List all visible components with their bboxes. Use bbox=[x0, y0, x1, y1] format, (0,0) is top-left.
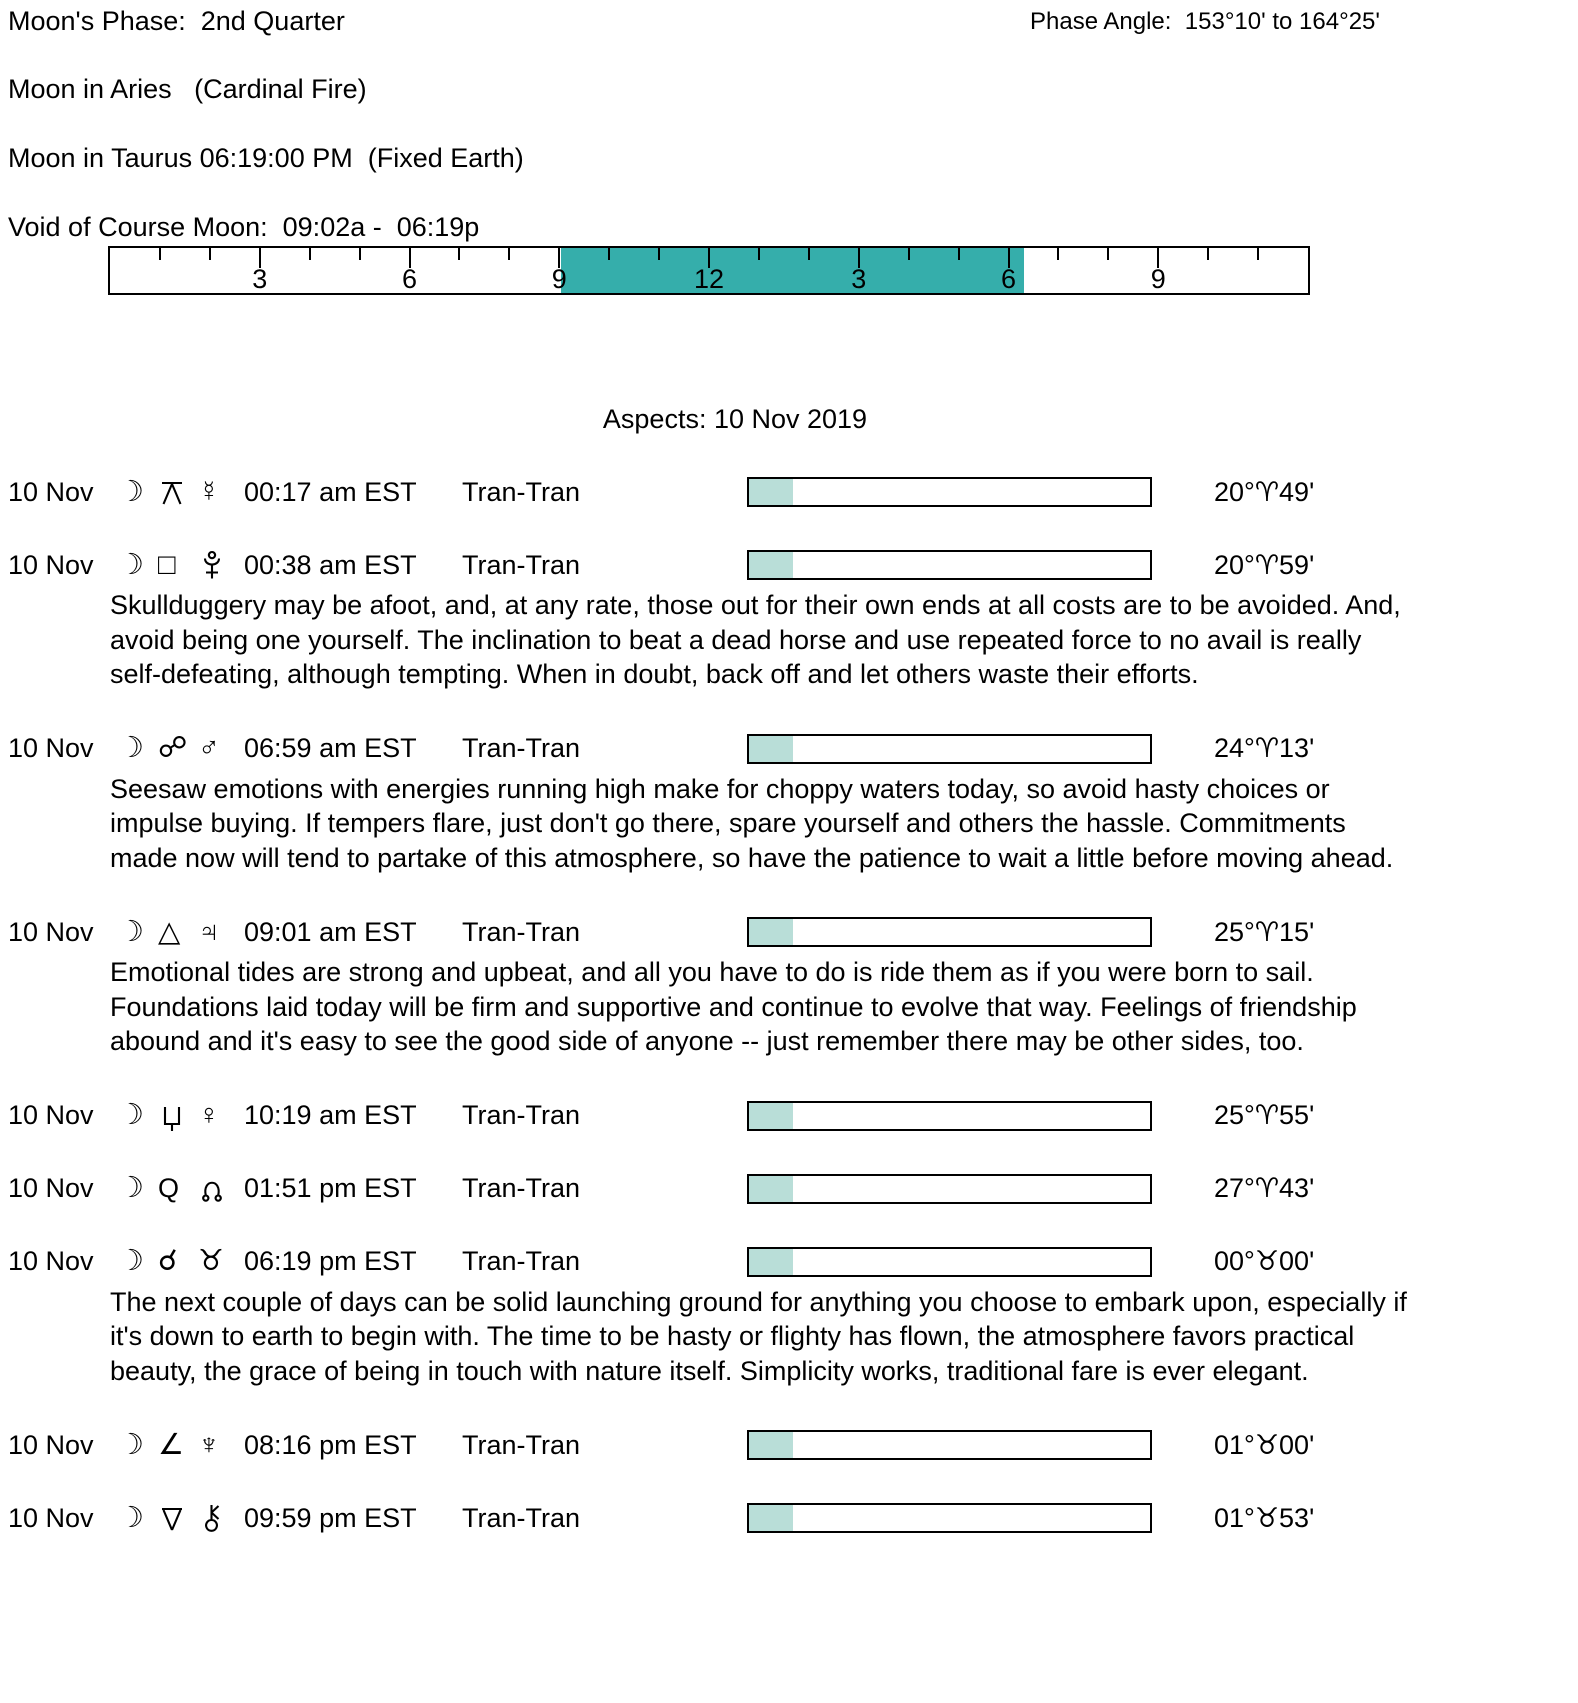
aspect-date: 10 Nov bbox=[8, 916, 94, 947]
jupiter-icon: ♃ bbox=[198, 915, 220, 948]
hour-tick bbox=[608, 248, 610, 260]
hour-tick bbox=[1207, 248, 1209, 260]
aspect-degree: 27°♈43' bbox=[1214, 1173, 1315, 1203]
aspect-time: 09:01 am EST bbox=[244, 916, 417, 947]
hour-tick bbox=[359, 248, 361, 260]
orb-progress-fill bbox=[749, 1176, 793, 1202]
moon-icon: ☽ bbox=[118, 1099, 144, 1131]
aspect-row bbox=[0, 1173, 1578, 1205]
aspect-date: 10 Nov bbox=[8, 733, 94, 763]
hour-tick bbox=[808, 248, 810, 260]
void-of-course-line: Void of Course Moon: 09:02a - 06:19p bbox=[8, 212, 480, 242]
moons-phase-line: Moon's Phase: 2nd Quarter bbox=[8, 6, 345, 36]
aspect-time: 06:59 am EST bbox=[244, 733, 417, 763]
orb-progress-bar bbox=[747, 1174, 1152, 1204]
hour-label: 9 bbox=[551, 264, 567, 294]
semisquare-icon: ∠ bbox=[158, 1428, 184, 1461]
orb-progress-fill bbox=[749, 1103, 793, 1129]
hour-tick bbox=[458, 248, 460, 260]
orb-progress-fill bbox=[749, 919, 793, 945]
aspect-row bbox=[0, 476, 1578, 508]
aspect-row bbox=[0, 1246, 1578, 1278]
orb-progress-fill bbox=[749, 552, 793, 578]
hour-tick bbox=[508, 248, 510, 260]
orb-progress-bar bbox=[747, 1247, 1152, 1277]
aspect-type: Tran-Tran bbox=[462, 1100, 581, 1130]
hour-tick bbox=[908, 248, 910, 260]
aspect-degree: 25°♈55' bbox=[1214, 1100, 1315, 1130]
aspect-type: Tran-Tran bbox=[462, 549, 581, 580]
hour-tick bbox=[1257, 248, 1259, 260]
chiron-icon bbox=[198, 1501, 244, 1535]
hour-label: 3 bbox=[252, 264, 268, 294]
trine-icon: △ bbox=[158, 915, 181, 948]
aspect-type: Tran-Tran bbox=[462, 1246, 581, 1276]
moon-icon: ☽ bbox=[118, 475, 144, 508]
hour-tick bbox=[758, 248, 760, 260]
orb-progress-bar bbox=[747, 477, 1152, 507]
conjunction-icon: ☌ bbox=[158, 1245, 178, 1277]
aspect-date: 10 Nov bbox=[8, 1429, 94, 1460]
aspect-type: Tran-Tran bbox=[462, 1502, 581, 1533]
aspect-time: 06:19 pm EST bbox=[244, 1246, 417, 1276]
aspect-date: 10 Nov bbox=[8, 1502, 94, 1533]
venus-icon: ♀ bbox=[198, 1099, 220, 1131]
quintile-icon: Q bbox=[158, 1173, 180, 1203]
aspect-row bbox=[0, 1100, 1578, 1132]
orb-progress-bar bbox=[747, 917, 1152, 947]
quincunx-icon bbox=[158, 475, 198, 509]
aspect-degree: 01°♉53' bbox=[1214, 1502, 1315, 1533]
aspect-time: 09:59 pm EST bbox=[244, 1502, 417, 1533]
hour-tick bbox=[309, 248, 311, 260]
aspect-time: 08:16 pm EST bbox=[244, 1429, 417, 1460]
aspect-date: 10 Nov bbox=[8, 476, 94, 507]
aspect-type: Tran-Tran bbox=[462, 476, 581, 507]
moon-icon: ☽ bbox=[118, 1245, 144, 1277]
aspects-title: Aspects: 10 Nov 2019 bbox=[602, 404, 868, 434]
orb-progress-fill bbox=[749, 479, 793, 505]
hour-tick bbox=[1107, 248, 1109, 260]
hour-tick bbox=[209, 248, 211, 260]
hour-tick bbox=[159, 248, 161, 260]
hour-label: 6 bbox=[401, 264, 418, 294]
neptune-icon: ♆ bbox=[198, 1428, 220, 1461]
aspects-list bbox=[0, 476, 1578, 1534]
aspect-degree: 01°♉00' bbox=[1214, 1429, 1315, 1460]
moon-icon: ☽ bbox=[118, 732, 144, 764]
aspect-row bbox=[0, 1502, 1578, 1534]
void-moon-24h-ruler bbox=[108, 246, 1310, 295]
aspect-degree: 00°♉00' bbox=[1214, 1246, 1315, 1276]
orb-progress-bar bbox=[747, 1503, 1152, 1533]
aspect-date: 10 Nov bbox=[8, 1246, 94, 1276]
aspect-time: 10:19 am EST bbox=[244, 1100, 417, 1130]
orb-progress-bar bbox=[747, 550, 1152, 580]
hour-tick bbox=[1057, 248, 1059, 260]
aspect-degree: 24°♈13' bbox=[1214, 733, 1315, 763]
aspect-type: Tran-Tran bbox=[462, 733, 581, 763]
aspect-date: 10 Nov bbox=[8, 1100, 94, 1130]
taurus-icon: ♉ bbox=[198, 1245, 224, 1277]
aspect-time: 01:51 pm EST bbox=[244, 1173, 417, 1203]
mars-icon: ♂ bbox=[198, 732, 220, 764]
moon-icon: ☽ bbox=[118, 1172, 144, 1204]
aspect-interpretation: Skullduggery may be afoot, and, at any rate, those out for their own ends at all costs are to be avoided. And, avoid being one yourself. The inclination to beat a dead horse and use repeated force to no avail is really self-defeating, although tempting. When in doubt, back off and let others waste their efforts. bbox=[110, 590, 1401, 689]
hour-label: 9 bbox=[1150, 264, 1166, 294]
hour-label: 6 bbox=[1000, 264, 1017, 294]
aspect-row bbox=[0, 916, 1578, 948]
phase-angle-line: Phase Angle: 153°10' to 164°25' bbox=[1030, 8, 1380, 35]
orb-progress-bar bbox=[747, 1101, 1152, 1131]
moon-icon: ☽ bbox=[118, 1428, 144, 1461]
square-icon: □ bbox=[158, 548, 176, 581]
moon-icon: ☽ bbox=[118, 1501, 144, 1534]
void-period-highlight bbox=[561, 248, 1024, 293]
aspect-degree: 20°♈59' bbox=[1214, 549, 1315, 580]
aspect-row bbox=[0, 549, 1578, 581]
aspect-date: 10 Nov bbox=[8, 1173, 94, 1203]
hour-tick bbox=[958, 248, 960, 260]
sesquiquadrate-icon bbox=[158, 1099, 198, 1133]
orb-progress-fill bbox=[749, 736, 793, 762]
moon-icon: ☽ bbox=[118, 548, 144, 581]
opposition-icon: ☍ bbox=[158, 732, 188, 764]
aspect-degree: 20°♈49' bbox=[1214, 476, 1315, 507]
aspect-date: 10 Nov bbox=[8, 549, 94, 580]
aspect-interpretation: Seesaw emotions with energies running high make for choppy waters today, so avoid hasty choices or impulse buying. If tempers flare, just don't go there, spare yourself and others the hassle. Commitments made now will tend to partake of this atmosphere, so have the patience to wait a little before moving ahead. bbox=[110, 773, 1394, 873]
aspect-row bbox=[0, 733, 1578, 765]
orb-progress-fill bbox=[749, 1249, 793, 1275]
moon-in-taurus-line: Moon in Taurus 06:19:00 PM (Fixed Earth) bbox=[8, 143, 524, 173]
aspect-type: Tran-Tran bbox=[462, 916, 581, 947]
moon-icon: ☽ bbox=[118, 915, 144, 948]
orb-progress-bar bbox=[747, 1430, 1152, 1460]
orb-progress-fill bbox=[749, 1432, 793, 1458]
hour-tick bbox=[658, 248, 660, 260]
aspect-time: 00:17 am EST bbox=[244, 476, 417, 507]
orb-progress-bar bbox=[747, 734, 1152, 764]
aspect-interpretation: The next couple of days can be solid launching ground for anything you choose to embark upon, especially if it's down to earth to begin with. The time to be hasty or flighty has flown, the atmosphere favors practical beauty, the grace of being in touch with nature itself. Simplicity works, traditional fare is ever elegant. bbox=[110, 1286, 1407, 1386]
aspects-section bbox=[0, 404, 1578, 1534]
aspect-row bbox=[0, 1429, 1578, 1461]
aspect-type: Tran-Tran bbox=[462, 1429, 581, 1460]
pluto-icon bbox=[198, 548, 244, 582]
hour-label: 3 bbox=[851, 264, 867, 294]
aspect-degree: 25°♈15' bbox=[1214, 916, 1315, 947]
moon-in-aries-line: Moon in Aries (Cardinal Fire) bbox=[8, 74, 367, 104]
aspect-time: 00:38 am EST bbox=[244, 549, 417, 580]
aspect-type: Tran-Tran bbox=[462, 1173, 581, 1203]
mercury-icon: ☿ bbox=[198, 475, 220, 508]
hour-label: 12 bbox=[693, 264, 725, 294]
node-north-icon bbox=[198, 1172, 244, 1206]
semisextile-icon bbox=[158, 1501, 198, 1535]
aspect-interpretation: Emotional tides are strong and upbeat, and all you have to do is ride them as if you were born to sail. Foundations laid today will be firm and supportive and continue to evolve that way. Feelings of friendship abound and it's easy to see the good side of anyone -- just remember there may be other sides, too. bbox=[110, 957, 1357, 1056]
orb-progress-fill bbox=[749, 1505, 793, 1531]
